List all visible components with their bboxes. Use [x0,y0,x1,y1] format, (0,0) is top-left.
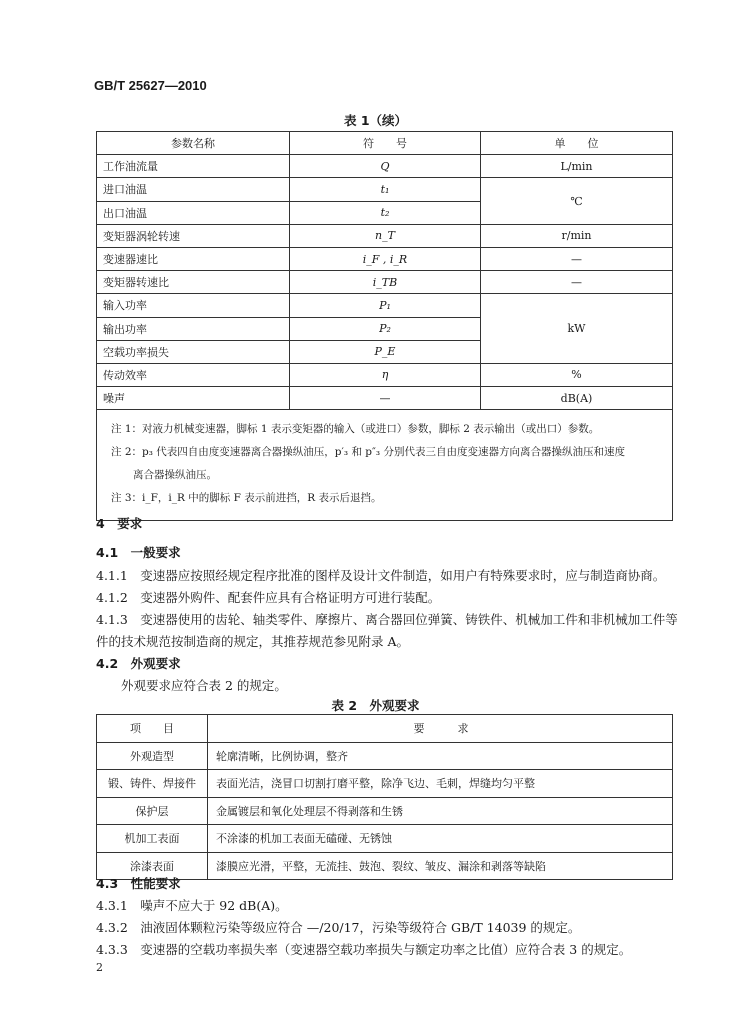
param-unit: ℃ [481,178,673,224]
standard-code: GB/T 25627—2010 [94,78,207,93]
clause-4-3-3: 4.3.3 变速器的空载功率损失率（变速器空载功率损失与额定功率之比值）应符合表 3 的规定。 [96,942,632,957]
column-header: 项 目 [97,715,208,743]
table-header-row [97,132,673,155]
table-row [97,852,673,880]
column-header: 单 位 [481,132,673,155]
param-symbol: t₂ [290,201,481,224]
clause-4-1-2: 4.1.2 变速器外购件、配套件应具有合格证明方可进行装配。 [96,590,441,605]
table-row [97,178,673,201]
param-unit: dB(A) [481,387,673,410]
param-name: 变矩器涡轮转速 [97,224,290,247]
param-symbol: P_E [290,340,481,363]
parameter-table [96,131,673,521]
param-symbol: P₂ [290,317,481,340]
column-header: 参数名称 [97,132,290,155]
param-name: 变速器速比 [97,247,290,270]
requirement-cell: 漆膜应光滑，平整，无流挂、鼓泡、裂纹、皱皮、漏涂和剥落等缺陷 [208,852,673,880]
requirement-cell: 不涂漆的机加工表面无磕碰、无锈蚀 [208,825,673,853]
param-name: 出口油温 [97,201,290,224]
param-unit: r/min [481,224,673,247]
table-header-row [97,715,673,743]
note-1: 注 1：对液力机械变速器，脚标 1 表示变矩器的输入（或进口）参数，脚标 2 表示输出（或出口）参数。 [111,423,600,436]
section-4-1-heading: 4.1 一般要求 [96,545,181,560]
table-row [97,770,673,798]
table-row [97,742,673,770]
table-row [97,247,673,270]
param-unit: — [481,247,673,270]
item-cell: 锻、铸件、焊接件 [97,770,208,798]
item-cell: 外观造型 [97,742,208,770]
item-cell: 机加工表面 [97,825,208,853]
table-row [97,363,673,386]
requirement-cell: 轮廓清晰，比例协调，整齐 [208,742,673,770]
column-header: 符 号 [290,132,481,155]
clause-4-1-3-continued: 件的技术规范按制造商的规定，其推荐规范参见附录 A。 [96,634,410,649]
param-symbol: Q [290,155,481,178]
param-symbol: P₁ [290,294,481,317]
note-3: 注 3：i_F，i_R 中的脚标 F 表示前进挡，R 表示后退挡。 [111,492,382,505]
param-unit: L/min [481,155,673,178]
param-name: 输出功率 [97,317,290,340]
appearance-table [96,714,673,880]
table-notes-row [97,410,673,521]
param-symbol: — [290,387,481,410]
param-name: 变矩器转速比 [97,271,290,294]
table-row [97,387,673,410]
page-number: 2 [96,961,103,974]
param-unit: — [481,271,673,294]
note-2-continued: 离合器操纵油压。 [133,469,217,482]
column-header: 要 求 [208,715,673,743]
requirement-cell: 表面光洁，浇冒口切割打磨平整，除净飞边、毛刺，焊缝均匀平整 [208,770,673,798]
clause-4-1-1: 4.1.1 变速器应按照经规定程序批准的图样及设计文件制造，如用户有特殊要求时，应与制造商协商。 [96,568,666,583]
section-4-2-heading: 4.2 外观要求 [96,656,181,671]
param-name: 空载功率损失 [97,340,290,363]
table-row [97,224,673,247]
table1-caption: 表 1（续） [343,113,408,128]
table-row [97,271,673,294]
table-notes [97,410,673,521]
table-row [97,825,673,853]
param-name: 工作油流量 [97,155,290,178]
param-unit: kW [481,294,673,364]
param-symbol: i_TB [290,271,481,294]
param-unit: % [481,363,673,386]
item-cell: 涂漆表面 [97,852,208,880]
table2-caption: 表 2 外观要求 [331,698,420,713]
param-symbol: n_T [290,224,481,247]
param-name: 噪声 [97,387,290,410]
item-cell: 保护层 [97,797,208,825]
param-name: 传动效率 [97,363,290,386]
clause-4-1-3: 4.1.3 变速器使用的齿轮、轴类零件、摩擦片、离合器回位弹簧、铸铁件、机械加工件和非机械加工件等 [96,612,678,627]
table-row [97,294,673,317]
section-4-heading: 4 要求 [96,516,143,531]
param-symbol: t₁ [290,178,481,201]
requirement-cell: 金属镀层和氧化处理层不得剥落和生锈 [208,797,673,825]
param-symbol: i_F , i_R [290,247,481,270]
section-4-3-heading: 4.3 性能要求 [96,876,181,891]
param-name: 进口油温 [97,178,290,201]
table-row [97,155,673,178]
param-symbol: η [290,363,481,386]
table-row [97,797,673,825]
section-4-2-text: 外观要求应符合表 2 的规定。 [121,678,287,693]
clause-4-3-2: 4.3.2 油液固体颗粒污染等级应符合 —/20/17，污染等级符合 GB/T 14039 的规定。 [96,920,581,935]
note-2: 注 2：p₃ 代表四自由度变速器离合器操纵油压，p′₃ 和 p″₃ 分别代表三自由度变速器方向离合器操纵油压和速度 [111,446,625,459]
clause-4-3-1: 4.3.1 噪声不应大于 92 dB(A)。 [96,898,288,913]
param-name: 输入功率 [97,294,290,317]
